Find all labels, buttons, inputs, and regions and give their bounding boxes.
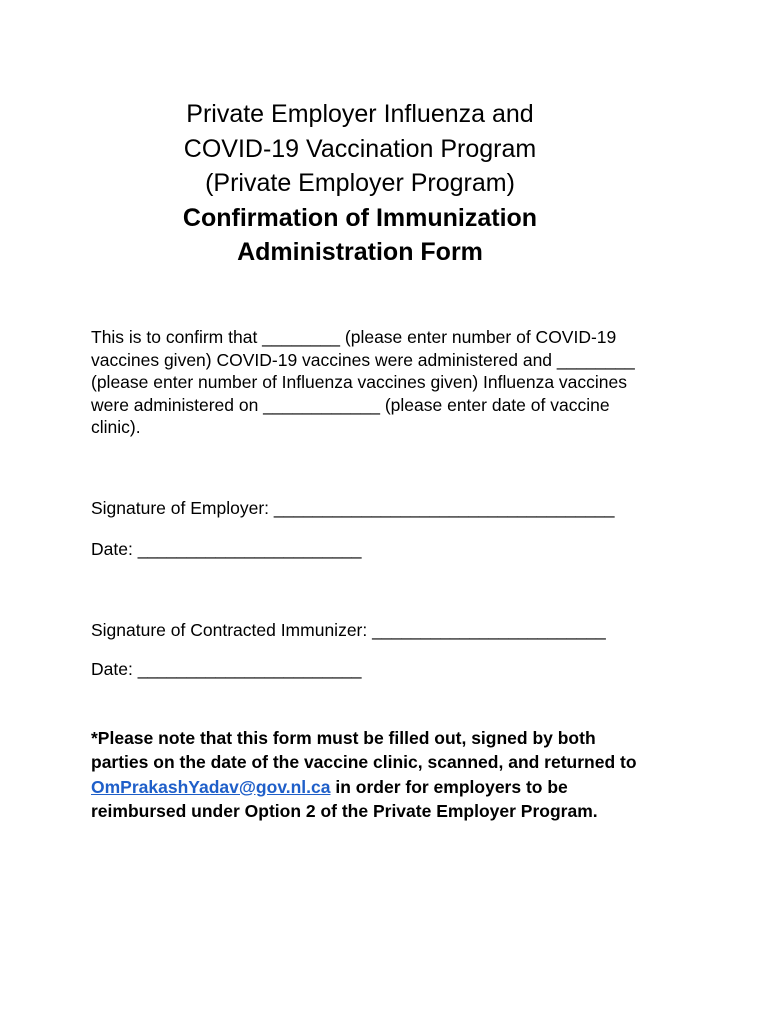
note-line-2: parties on the date of the vaccine clinic, scanned, and returned to bbox=[91, 752, 637, 773]
note-line-4: reimbursed under Option 2 of the Private Employer Program. bbox=[91, 800, 598, 821]
title-line-1: Private Employer Influenza and bbox=[186, 100, 534, 128]
title-line-5: Administration Form bbox=[237, 238, 483, 266]
form-title bbox=[0, 97, 720, 270]
confirmation-line-5: clinic). bbox=[91, 417, 141, 438]
title-line-4: Confirmation of Immunization bbox=[182, 203, 538, 232]
confirmation-line-1: This is to confirm that ________ (please enter number of COVID-19 bbox=[91, 327, 617, 347]
confirmation-line-3: (please enter number of Influenza vaccines given) Influenza vaccines bbox=[91, 372, 627, 393]
note-line-3 bbox=[91, 775, 711, 799]
employer-signature-field[interactable]: Signature of Employer: ___________________________________ bbox=[91, 498, 615, 518]
submission-note bbox=[91, 726, 711, 823]
note-line-1: *Please note that this form must be filled out, signed by both bbox=[91, 728, 596, 748]
note-line-3-rest: in order for employers to be bbox=[330, 776, 568, 797]
confirmation-line-4: were administered on ____________ (please enter date of vaccine bbox=[91, 394, 610, 415]
immunizer-signature-field[interactable]: Signature of Contracted Immunizer: ________________________ bbox=[91, 620, 606, 640]
email-link[interactable]: OmPrakashYadav@gov.nl.ca bbox=[91, 776, 331, 797]
confirmation-paragraph bbox=[91, 326, 691, 439]
immunizer-date-field[interactable]: Date: _______________________ bbox=[91, 659, 362, 679]
title-line-2: COVID-19 Vaccination Program bbox=[183, 134, 537, 163]
title-line-3: (Private Employer Program) bbox=[205, 169, 515, 197]
confirmation-line-2: vaccines given) COVID-19 vaccines were administered and ________ bbox=[91, 349, 635, 370]
employer-date-field[interactable]: Date: _______________________ bbox=[91, 539, 362, 559]
